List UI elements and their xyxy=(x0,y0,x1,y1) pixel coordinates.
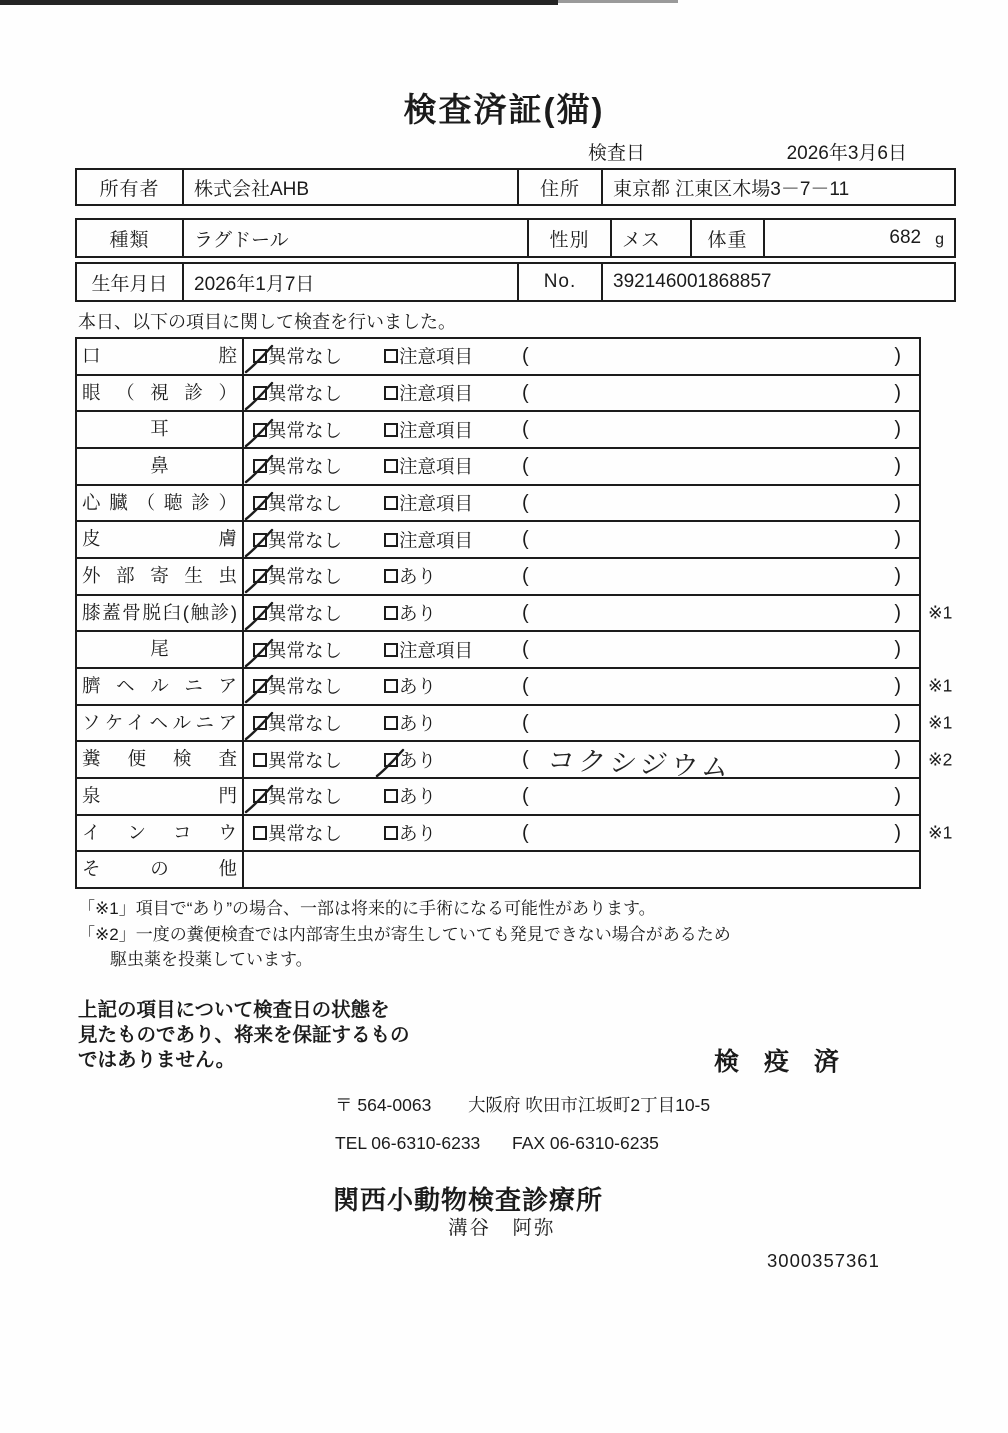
checkbox-normal xyxy=(253,423,267,437)
option-attention xyxy=(384,673,522,699)
finding-parens xyxy=(522,492,919,515)
examiner-name: 溝谷 阿弥 xyxy=(448,1217,556,1239)
handwritten-check-icon xyxy=(242,709,276,741)
finding-parens xyxy=(522,418,919,441)
paren-open: ( xyxy=(522,821,529,844)
finding-parens xyxy=(522,528,919,551)
option-normal xyxy=(253,673,384,699)
birthdate-value: 2026年1月7日 xyxy=(182,264,517,300)
option-normal xyxy=(253,820,384,846)
row-content xyxy=(244,376,919,411)
paren-open: ( xyxy=(522,454,529,477)
handwritten-check-icon xyxy=(242,489,276,521)
checkbox-normal xyxy=(253,826,267,840)
disclaimer-line-2: 見たものであり、将来を保証するもの xyxy=(78,1024,410,1046)
option-normal xyxy=(253,600,384,626)
paren-close: ) xyxy=(894,344,901,367)
checklist-row xyxy=(77,596,953,633)
paren-close: ) xyxy=(894,674,901,697)
option-normal-label: 異常なし xyxy=(268,786,343,808)
finding-parens xyxy=(522,675,919,698)
checkbox-normal xyxy=(253,533,267,547)
option-attention xyxy=(384,747,522,773)
item-label: 心臓（聴診） xyxy=(77,486,244,521)
footnote-marker: ※1 xyxy=(928,602,953,623)
address-value: 東京都 江東区木場3－7－11 xyxy=(601,170,954,204)
footnote-marker: ※1 xyxy=(928,675,953,696)
checkbox-attention xyxy=(384,423,398,437)
option-normal-label: 異常なし xyxy=(268,456,343,478)
footnote-2: 「※2」一度の糞便検査では内部寄生虫が寄生していても発見できない場合があるため xyxy=(78,924,731,944)
disclaimer-line-1: 上記の項目について検査日の状態を xyxy=(78,999,390,1021)
option-attention-label: 注意項目 xyxy=(399,383,474,404)
checklist-row xyxy=(77,632,919,669)
paren-open: ( xyxy=(522,784,529,807)
handwritten-check-icon xyxy=(242,562,276,594)
row-content xyxy=(244,816,919,851)
option-attention xyxy=(384,783,522,809)
option-attention-label: 注意項目 xyxy=(399,493,474,515)
checkbox-normal xyxy=(253,459,267,473)
checkbox-attention xyxy=(384,826,398,840)
option-attention xyxy=(384,563,522,589)
scan-artifact-bar xyxy=(0,0,558,5)
address-label: 住所 xyxy=(517,170,601,204)
paren-open: ( xyxy=(522,418,529,441)
footnote-marker: ※1 xyxy=(928,712,953,733)
checkbox-normal xyxy=(253,349,267,363)
option-attention xyxy=(384,710,522,736)
checklist-row xyxy=(77,559,919,596)
paren-open: ( xyxy=(522,491,529,514)
option-normal-label: 異常なし xyxy=(268,529,343,551)
row-content xyxy=(244,632,919,667)
item-label: インコウ xyxy=(77,816,244,851)
option-normal xyxy=(253,637,384,663)
checkbox-normal xyxy=(253,606,267,620)
handwritten-check-icon xyxy=(242,672,276,704)
item-label: 口腔 xyxy=(77,339,244,374)
option-attention-label: あり xyxy=(399,823,437,845)
checkbox-normal xyxy=(253,496,267,510)
weight-number: 682 xyxy=(889,227,922,248)
breed-label: 種類 xyxy=(109,229,150,251)
intro-text: 本日、以下の項目に関して検査を行いました。 xyxy=(78,312,456,332)
option-normal xyxy=(253,747,384,773)
checklist-table xyxy=(75,337,953,889)
paren-open: ( xyxy=(522,528,529,551)
footnote-marker: ※1 xyxy=(928,822,953,843)
handwritten-check-icon xyxy=(242,452,276,484)
page-title: 検査済証(猫) xyxy=(403,91,605,128)
checklist-row xyxy=(77,412,919,449)
finding-parens xyxy=(522,822,919,845)
birthdate-row xyxy=(75,262,956,302)
no-value: 392146001868857 xyxy=(601,264,954,300)
finding-parens xyxy=(522,785,919,808)
checkbox-attention xyxy=(384,789,398,803)
option-normal-label: 異常なし xyxy=(268,419,343,441)
option-normal-label: 異常なし xyxy=(268,566,343,588)
option-normal-label: 異常なし xyxy=(268,823,343,845)
finding-parens xyxy=(522,345,919,368)
option-attention-label: 注意項目 xyxy=(399,639,474,661)
option-attention xyxy=(384,527,522,553)
breed-row xyxy=(75,218,956,258)
scan-artifact-bar-light xyxy=(558,0,678,3)
birthdate-label: 生年月日 xyxy=(91,273,168,295)
paren-open: ( xyxy=(522,601,529,624)
checkbox-attention xyxy=(384,679,398,693)
item-label: 膝蓋骨脱臼(触診) xyxy=(77,596,244,631)
item-label: その他 xyxy=(77,852,244,887)
checkbox-attention xyxy=(384,349,398,363)
paren-open: ( xyxy=(522,344,529,367)
paren-close: ) xyxy=(894,711,901,734)
checkbox-attention xyxy=(384,533,398,547)
option-normal xyxy=(253,380,384,406)
checkbox-attention xyxy=(384,459,398,473)
option-normal xyxy=(253,563,384,589)
checklist-row xyxy=(77,669,953,706)
paren-open: ( xyxy=(522,564,529,587)
option-attention-label: あり xyxy=(399,566,437,588)
item-label: 鼻 xyxy=(77,449,244,484)
option-attention xyxy=(384,820,522,846)
serial-number: 3000357361 xyxy=(767,1250,880,1271)
row-content xyxy=(244,669,919,704)
checklist-row xyxy=(77,852,919,887)
row-content xyxy=(244,449,919,484)
handwritten-check-icon xyxy=(242,342,276,374)
item-label: 外部寄生虫 xyxy=(77,559,244,594)
row-content xyxy=(244,779,919,814)
row-content xyxy=(244,706,919,741)
paren-close: ) xyxy=(894,564,901,587)
checkbox-normal xyxy=(253,753,267,767)
footnote-marker: ※2 xyxy=(928,749,953,770)
item-label: 尾 xyxy=(77,632,244,667)
checkbox-normal xyxy=(253,716,267,730)
paren-open: ( xyxy=(522,711,529,734)
paren-open: ( xyxy=(522,674,529,697)
option-normal-label: 異常なし xyxy=(268,713,343,735)
inspection-date-label: 検査日 xyxy=(588,143,646,164)
handwritten-check-icon xyxy=(242,379,276,411)
option-normal xyxy=(253,783,384,809)
paren-close: ) xyxy=(894,821,901,844)
option-attention xyxy=(384,380,522,406)
option-attention-label: あり xyxy=(399,749,437,771)
disclaimer-line-3: ではありません。 xyxy=(78,1049,236,1071)
paren-close: ) xyxy=(894,491,901,514)
option-attention-label: あり xyxy=(399,786,437,808)
checkbox-normal xyxy=(253,643,267,657)
checklist-row xyxy=(77,339,919,376)
option-attention-label: 注意項目 xyxy=(399,419,474,441)
weight-unit: g xyxy=(935,231,944,248)
checklist-row xyxy=(77,816,953,853)
option-attention xyxy=(384,417,522,443)
paren-open: ( xyxy=(522,638,529,661)
paren-close: ) xyxy=(894,601,901,624)
finding-parens xyxy=(522,455,919,478)
finding-parens xyxy=(522,602,919,625)
option-normal xyxy=(253,710,384,736)
paren-close: ) xyxy=(894,784,901,807)
item-label: 糞便検査 xyxy=(77,742,244,777)
paren-close: ) xyxy=(894,418,901,441)
checkbox-normal xyxy=(253,569,267,583)
option-normal-label: 異常なし xyxy=(268,676,343,698)
row-content xyxy=(244,522,919,557)
checkbox-attention xyxy=(384,606,398,620)
row-content xyxy=(244,486,919,521)
street-address: 大阪府 吹田市江坂町2丁目10-5 xyxy=(468,1095,711,1115)
checkbox-attention xyxy=(384,496,398,510)
disclaimer xyxy=(78,998,410,1073)
checklist-row xyxy=(77,706,953,743)
handwritten-check-icon xyxy=(373,746,407,778)
option-normal-label: 異常なし xyxy=(268,749,343,771)
footnotes xyxy=(78,896,731,973)
owner-value: 株式会社AHB xyxy=(182,170,517,204)
option-attention xyxy=(384,637,522,663)
paren-open: ( xyxy=(522,748,529,771)
option-attention xyxy=(384,453,522,479)
option-normal-label: 異常なし xyxy=(268,493,343,515)
checkbox-attention xyxy=(384,569,398,583)
option-attention xyxy=(384,343,522,369)
checklist-row xyxy=(77,376,919,413)
handwritten-check-icon xyxy=(242,782,276,814)
footnote-1: 「※1」項目で“あり”の場合、一部は将来的に手術になる可能性があります。 xyxy=(78,899,656,918)
checkbox-attention xyxy=(384,643,398,657)
no-label: No. xyxy=(517,264,601,300)
option-normal-label: 異常なし xyxy=(268,603,343,625)
weight-value xyxy=(763,220,954,256)
finding-note-handwritten: コクシジウム xyxy=(545,745,735,784)
paren-close: ) xyxy=(894,748,901,771)
option-normal xyxy=(253,417,384,443)
weight-label: 体重 xyxy=(690,220,763,256)
item-label: 臍ヘルニア xyxy=(77,669,244,704)
checkbox-normal xyxy=(253,789,267,803)
tel-number: TEL 06-6310-6233 xyxy=(335,1133,481,1153)
option-normal xyxy=(253,343,384,369)
paren-close: ) xyxy=(894,454,901,477)
item-label: 泉門 xyxy=(77,779,244,814)
owner-row xyxy=(75,168,956,206)
footnote-2-cont: 駆虫薬を投薬しています。 xyxy=(110,950,313,969)
fax-number: FAX 06-6310-6235 xyxy=(512,1133,659,1153)
clinic-name: 関西小動物検査診療所 xyxy=(333,1185,604,1215)
row-content xyxy=(244,412,919,447)
finding-parens xyxy=(522,382,919,405)
option-normal-label: 異常なし xyxy=(268,346,343,368)
checkbox-attention xyxy=(384,753,398,767)
option-attention-label: 注意項目 xyxy=(399,456,474,478)
checkbox-normal xyxy=(253,679,267,693)
option-attention-label: あり xyxy=(399,676,437,698)
checklist-row xyxy=(77,779,919,816)
finding-parens xyxy=(522,712,919,735)
option-normal xyxy=(253,527,384,553)
option-attention xyxy=(384,600,522,626)
checkbox-normal xyxy=(253,386,267,400)
postal-code: 〒 564-0063 xyxy=(335,1095,432,1115)
paren-open: ( xyxy=(522,381,529,404)
item-label: 眼（視診） xyxy=(77,376,244,411)
row-content xyxy=(244,596,919,631)
checklist-row xyxy=(77,522,919,559)
inspection-date-line xyxy=(0,138,1008,162)
handwritten-check-icon xyxy=(242,416,276,448)
checkbox-attention xyxy=(384,716,398,730)
option-normal xyxy=(253,490,384,516)
finding-parens xyxy=(522,565,919,588)
option-attention-label: あり xyxy=(399,603,437,625)
breed-value: ラグドール xyxy=(182,220,527,256)
finding-parens xyxy=(522,745,919,784)
option-normal xyxy=(253,453,384,479)
option-attention-label: 注意項目 xyxy=(399,529,474,551)
checklist-row xyxy=(77,742,953,784)
row-content xyxy=(244,742,919,784)
paren-close: ) xyxy=(894,381,901,404)
option-attention-label: 注意項目 xyxy=(399,346,474,368)
handwritten-check-icon xyxy=(242,599,276,631)
row-content xyxy=(244,339,919,374)
option-attention xyxy=(384,490,522,516)
sex-value: メス xyxy=(610,220,690,256)
handwritten-check-icon xyxy=(242,526,276,558)
checkbox-attention xyxy=(384,386,398,400)
quarantine-stamp: 検 疫 済 xyxy=(714,1048,848,1076)
paren-close: ) xyxy=(894,638,901,661)
option-attention-label: あり xyxy=(399,713,437,735)
paren-close: ) xyxy=(894,528,901,551)
item-label: ソケイヘルニア xyxy=(77,706,244,741)
row-content xyxy=(244,559,919,594)
sex-label: 性別 xyxy=(527,220,610,256)
option-normal-label: 異常なし xyxy=(268,383,343,404)
item-label: 耳 xyxy=(77,412,244,447)
handwritten-check-icon xyxy=(242,636,276,668)
finding-parens xyxy=(522,638,919,661)
option-normal-label: 異常なし xyxy=(268,639,343,661)
checklist-row xyxy=(77,449,919,486)
inspection-date-value: 2026年3月6日 xyxy=(786,143,907,164)
item-label: 皮膚 xyxy=(77,522,244,557)
owner-label: 所有者 xyxy=(99,178,160,200)
checklist-row xyxy=(77,486,919,523)
